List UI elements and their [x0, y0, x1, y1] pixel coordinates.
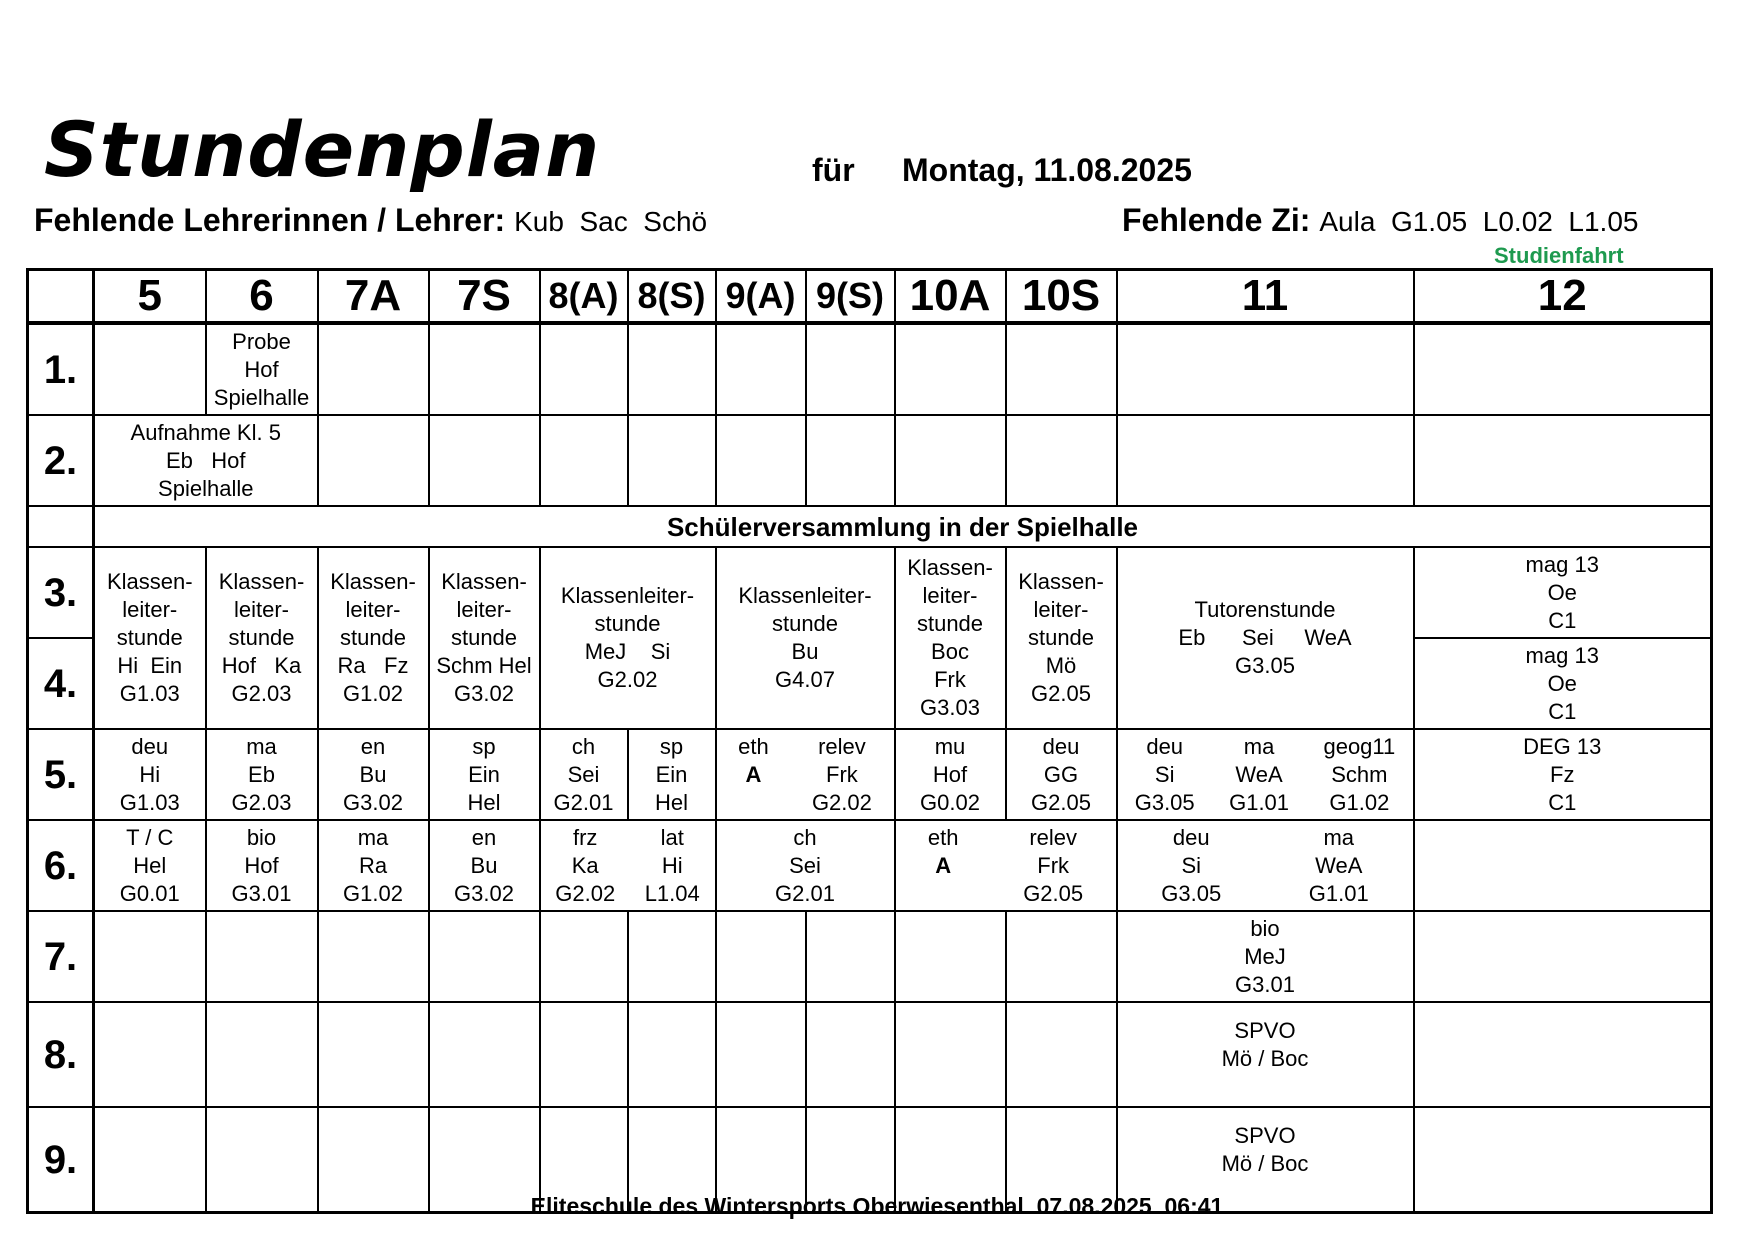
lesson-cell	[540, 547, 716, 729]
lesson-line: en	[471, 824, 497, 850]
lesson-line: Oe	[1547, 670, 1577, 696]
lesson-line: deu	[131, 733, 169, 759]
period-label: 6.	[28, 820, 94, 911]
lesson-line: G2.01	[775, 880, 835, 906]
lesson-cell	[318, 547, 429, 729]
lesson-line: Fz	[1550, 761, 1575, 787]
lesson-cell	[429, 547, 540, 729]
lesson-line: stunde	[339, 625, 407, 650]
lesson-cell	[540, 415, 628, 506]
lesson-line: Si	[1181, 852, 1202, 878]
absent-rooms-list: Aula G1.05 L0.02 L1.05	[1319, 206, 1639, 237]
lesson-cell	[1006, 415, 1117, 506]
lesson-line: Eb Sei WeA	[1178, 625, 1352, 650]
lesson-line: Mö / Boc	[1221, 1046, 1309, 1071]
lesson-line: Klassenleiter-	[560, 583, 695, 608]
lesson-line: stunde	[771, 611, 839, 636]
lesson-line: SPVO	[1234, 1018, 1296, 1043]
lesson-line: ma	[1323, 824, 1355, 850]
lesson-line: G4.07	[775, 667, 835, 692]
lesson-line: G3.02	[343, 789, 403, 815]
lesson-cell	[1117, 415, 1414, 506]
lesson-line: relev	[1029, 824, 1077, 850]
lesson-cell	[1117, 547, 1414, 729]
lesson-line: en	[360, 733, 386, 759]
class-header: 8(S)	[628, 270, 716, 324]
timetable	[26, 268, 1713, 1214]
lesson-line: bio	[1250, 915, 1280, 941]
plan-date: Montag, 11.08.2025	[902, 152, 1192, 188]
lesson-line: ma	[246, 733, 277, 759]
assembly-banner: Schülerversammlung in der Spielhalle	[94, 506, 1712, 547]
lesson-cell	[318, 911, 429, 1002]
lesson-line: Hel	[467, 789, 501, 815]
lesson-line: G2.03	[231, 789, 292, 815]
lesson-line: stunde	[916, 611, 984, 636]
lesson-line: ma	[357, 824, 389, 850]
lesson-line: lat	[660, 824, 684, 850]
lesson-cell	[318, 1002, 429, 1107]
lesson-line: Klassen-	[441, 569, 527, 594]
lesson-line: Sei	[789, 852, 821, 878]
lesson-cell	[806, 911, 895, 1002]
lesson-line: Mö / Boc	[1221, 1151, 1309, 1176]
lesson-cell	[895, 820, 1117, 911]
period-label: 4.	[28, 638, 94, 729]
lesson-line: G2.03	[231, 681, 292, 706]
lesson-line: Bu	[470, 852, 498, 878]
lesson-cell	[806, 323, 895, 415]
lesson-line: stunde	[594, 611, 661, 636]
lesson-line: DEG 13	[1523, 733, 1602, 759]
lesson-line: Klassen-	[1018, 569, 1104, 594]
lesson-cell	[895, 547, 1006, 729]
class-header: 7A	[318, 270, 429, 324]
lesson-line: G3.03	[920, 695, 980, 720]
lesson-line: G3.02	[454, 681, 514, 706]
lesson-cell	[1414, 415, 1712, 506]
lesson-cell	[628, 1002, 716, 1107]
lesson-line: Klassen-	[330, 569, 416, 594]
lesson-line: Bu	[791, 639, 819, 664]
lesson-line: sp	[472, 733, 496, 759]
lesson-line: Si	[1154, 761, 1175, 787]
lesson-line: Ra	[358, 852, 388, 878]
lesson-line: frz	[572, 824, 598, 850]
lesson-line: G1.02	[343, 681, 403, 706]
date-prefix: für	[812, 152, 855, 188]
period-label: 1.	[28, 323, 94, 415]
lesson-cell	[1414, 820, 1712, 911]
period-label: 7.	[28, 911, 94, 1002]
lesson-cell	[628, 911, 716, 1002]
lesson-cell	[716, 820, 895, 911]
lesson-cell	[716, 547, 895, 729]
lesson-cell	[429, 415, 540, 506]
lesson-line: deu	[1172, 824, 1210, 850]
lesson-cell	[206, 1002, 318, 1107]
lesson-cell	[206, 323, 318, 415]
lesson-cell	[429, 1002, 540, 1107]
lesson-line: G1.03	[119, 681, 180, 706]
lesson-line: sp	[659, 733, 684, 759]
lesson-cell	[94, 729, 206, 820]
lesson-cell	[540, 911, 628, 1002]
lesson-line: leiter-	[233, 597, 289, 622]
lesson-line: mag 13	[1525, 551, 1599, 577]
lesson-cell	[895, 729, 1006, 820]
lesson-line: relev	[818, 733, 866, 759]
lesson-line: WeA	[1315, 852, 1363, 878]
lesson-line: geog11	[1323, 733, 1396, 759]
lesson-line: eth	[927, 824, 959, 850]
lesson-line: G2.02	[555, 880, 616, 906]
lesson-cell	[429, 820, 540, 911]
lesson-line: stunde	[1027, 625, 1095, 650]
lesson-line: G2.05	[1031, 789, 1091, 815]
lesson-cell	[716, 729, 895, 820]
class-header: 11	[1117, 270, 1414, 324]
lesson-cell	[1414, 638, 1712, 729]
lesson-line: MeJ Si	[584, 639, 671, 664]
lesson-cell	[1006, 323, 1117, 415]
lesson-cell	[716, 1002, 806, 1107]
lesson-line: Hel	[654, 789, 688, 815]
lesson-line: deu	[1042, 733, 1080, 759]
lesson-line: C1	[1548, 607, 1577, 633]
lesson-cell	[895, 1002, 1006, 1107]
lesson-cell	[540, 820, 716, 911]
lesson-line: Ein	[655, 761, 688, 787]
lesson-cell	[806, 415, 895, 506]
lesson-line: eth	[738, 733, 769, 759]
lesson-cell	[1006, 911, 1117, 1002]
lesson-line: Frk	[826, 761, 858, 787]
lesson-line: G3.01	[1235, 971, 1295, 997]
lesson-line: Bu	[359, 761, 387, 787]
class-header: 6	[206, 270, 318, 324]
lesson-line: bio	[246, 824, 277, 850]
lesson-line: C1	[1548, 698, 1577, 724]
lesson-line: G0.02	[920, 789, 980, 815]
lesson-line: Boc	[931, 639, 969, 664]
period-label: 2.	[28, 415, 94, 506]
lesson-line: Ra Fz	[337, 653, 409, 678]
lesson-line: Spielhalle	[158, 475, 254, 501]
lesson-cell	[94, 547, 206, 729]
lesson-line: MeJ	[1244, 943, 1286, 969]
lesson-cell	[1414, 1002, 1712, 1107]
lesson-line: G3.02	[454, 880, 514, 906]
lesson-line: Hi	[661, 852, 683, 878]
lesson-line: ch	[793, 824, 817, 850]
lesson-cell	[429, 729, 540, 820]
period-label: 3.	[28, 547, 94, 638]
lesson-line: Klassenleiter-	[738, 583, 872, 608]
lesson-line: Klassen-	[907, 555, 993, 580]
lesson-line: leiter-	[122, 597, 178, 622]
class-header: 10S	[1006, 270, 1117, 324]
absent-teachers-label: Fehlende Lehrerinnen / Lehrer:	[34, 202, 506, 238]
lesson-line: C1	[1548, 789, 1577, 815]
lesson-cell	[540, 729, 628, 820]
absent-rooms-label: Fehlende Zi:	[1122, 202, 1311, 238]
lesson-line: leiter-	[922, 583, 978, 608]
absent-teachers	[34, 204, 707, 236]
period-label: 5.	[28, 729, 94, 820]
lesson-line: G2.01	[553, 789, 614, 815]
lesson-cell	[429, 911, 540, 1002]
period-label: 8.	[28, 1002, 94, 1107]
lesson-line: ma	[1243, 733, 1275, 759]
lesson-line: Hi	[139, 761, 161, 787]
lesson-line: Eb Hof	[166, 447, 246, 473]
lesson-cell	[1117, 323, 1414, 415]
lesson-cell	[94, 1002, 206, 1107]
lesson-cell	[206, 820, 318, 911]
class-header: 5	[94, 270, 206, 324]
lesson-cell	[206, 547, 318, 729]
lesson-cell	[540, 323, 628, 415]
lesson-line: Klassen-	[218, 569, 305, 594]
lesson-cell	[1117, 911, 1414, 1002]
lesson-cell	[716, 911, 806, 1002]
lesson-cell	[94, 820, 206, 911]
lesson-cell	[1414, 911, 1712, 1002]
class-header: 12	[1414, 270, 1712, 324]
lesson-line: G2.05	[1023, 880, 1084, 906]
lesson-cell	[628, 729, 716, 820]
lesson-line: G1.01	[1229, 789, 1290, 815]
lesson-cell	[1006, 547, 1117, 729]
lesson-cell	[94, 415, 318, 506]
lesson-line: Tutorenstunde	[1194, 597, 1336, 622]
lesson-line: Hof	[244, 356, 279, 382]
lesson-line: mu	[934, 733, 966, 759]
lesson-cell	[206, 911, 318, 1002]
class-header: 9(A)	[716, 270, 806, 324]
lesson-cell	[1414, 323, 1712, 415]
lesson-line: G3.05	[1235, 653, 1295, 678]
lesson-line: G2.02	[811, 789, 872, 815]
lesson-cell	[895, 323, 1006, 415]
page-title: Stundenplan	[44, 105, 601, 194]
lesson-cell	[895, 415, 1006, 506]
lesson-line: Hi Ein	[117, 653, 183, 678]
lesson-line: Mö	[1045, 653, 1077, 678]
lesson-line: stunde	[450, 625, 518, 650]
lesson-cell	[1006, 729, 1117, 820]
lesson-line: GG	[1043, 761, 1079, 787]
lesson-cell	[1414, 547, 1712, 638]
lesson-cell	[1117, 729, 1414, 820]
lesson-line: Frk	[1037, 852, 1070, 878]
lesson-line: G3.01	[231, 880, 292, 906]
class-header: 10A	[895, 270, 1006, 324]
lesson-line: mag 13	[1525, 642, 1599, 668]
lesson-line: Hof	[932, 761, 968, 787]
lesson-cell	[895, 911, 1006, 1002]
lesson-cell	[1006, 1002, 1117, 1107]
lesson-line: Schm Hel	[436, 653, 532, 678]
lesson-line: SPVO	[1234, 1123, 1296, 1148]
lesson-line: stunde	[116, 625, 183, 650]
lesson-line: G2.02	[597, 667, 658, 692]
lesson-line: G2.05	[1031, 681, 1091, 706]
lesson-line: ch	[571, 733, 596, 759]
lesson-line: G0.01	[119, 880, 180, 906]
lesson-line: Aufnahme Kl. 5	[130, 419, 281, 445]
lesson-cell	[1414, 729, 1712, 820]
lesson-cell	[1117, 820, 1414, 911]
lesson-cell	[94, 911, 206, 1002]
lesson-line: G1.02	[343, 880, 403, 906]
lesson-line: leiter-	[456, 597, 512, 622]
corner-cell	[28, 270, 94, 324]
lesson-line: Klassen-	[106, 569, 193, 594]
lesson-cell	[318, 323, 429, 415]
lesson-line: Frk	[934, 667, 966, 692]
class-header: 9(S)	[806, 270, 895, 324]
lesson-cell	[540, 1002, 628, 1107]
lesson-line: Hel	[133, 852, 167, 878]
lesson-cell	[429, 323, 540, 415]
lesson-line: Oe	[1547, 579, 1577, 605]
lesson-line: G3.05	[1134, 789, 1195, 815]
period-label	[28, 506, 94, 547]
lesson-line: leiter-	[345, 597, 401, 622]
lesson-cell	[806, 1002, 895, 1107]
lesson-line: G1.02	[1329, 789, 1390, 815]
footer-line: Eliteschule des Wintersports Oberwiesenthal 07.08.2025 06:41	[530, 1193, 1224, 1219]
lesson-cell	[206, 729, 318, 820]
lesson-line: stunde	[228, 625, 295, 650]
lesson-cell	[94, 323, 206, 415]
lesson-line: Ein	[468, 761, 500, 787]
lesson-cell	[628, 323, 716, 415]
class-header: 8(A)	[540, 270, 628, 324]
lesson-line: A	[935, 852, 952, 878]
lesson-line: deu	[1146, 733, 1184, 759]
lesson-line: G1.03	[119, 789, 180, 815]
lesson-cell	[318, 415, 429, 506]
lesson-line: Probe	[232, 328, 291, 354]
lesson-cell	[628, 415, 716, 506]
absent-teachers-list: Kub Sac Schö	[514, 206, 708, 237]
class-header: 7S	[429, 270, 540, 324]
lesson-line: G3.05	[1161, 880, 1222, 906]
lesson-line: Ka	[571, 852, 599, 878]
lesson-cell	[716, 323, 806, 415]
absent-rooms	[1122, 204, 1638, 236]
lesson-line: A	[745, 761, 762, 787]
lesson-cell	[716, 415, 806, 506]
absence-remark: Studienfahrt	[1494, 243, 1624, 268]
lesson-line: L1.04	[644, 880, 700, 906]
lesson-cell	[1117, 1002, 1414, 1107]
lesson-line: WeA	[1235, 761, 1283, 787]
lesson-line: Eb	[248, 761, 275, 787]
lesson-line: Schm	[1331, 761, 1388, 787]
period-label: 9.	[28, 1107, 94, 1213]
lesson-line: leiter-	[1033, 597, 1089, 622]
lesson-line: T / C	[126, 824, 174, 850]
lesson-line: Sei	[567, 761, 600, 787]
lesson-line: Hof	[244, 852, 279, 878]
lesson-line: Hof Ka	[221, 653, 302, 678]
lesson-cell	[318, 729, 429, 820]
lesson-cell	[318, 820, 429, 911]
lesson-line: Spielhalle	[213, 384, 310, 410]
lesson-line: G1.01	[1308, 880, 1369, 906]
